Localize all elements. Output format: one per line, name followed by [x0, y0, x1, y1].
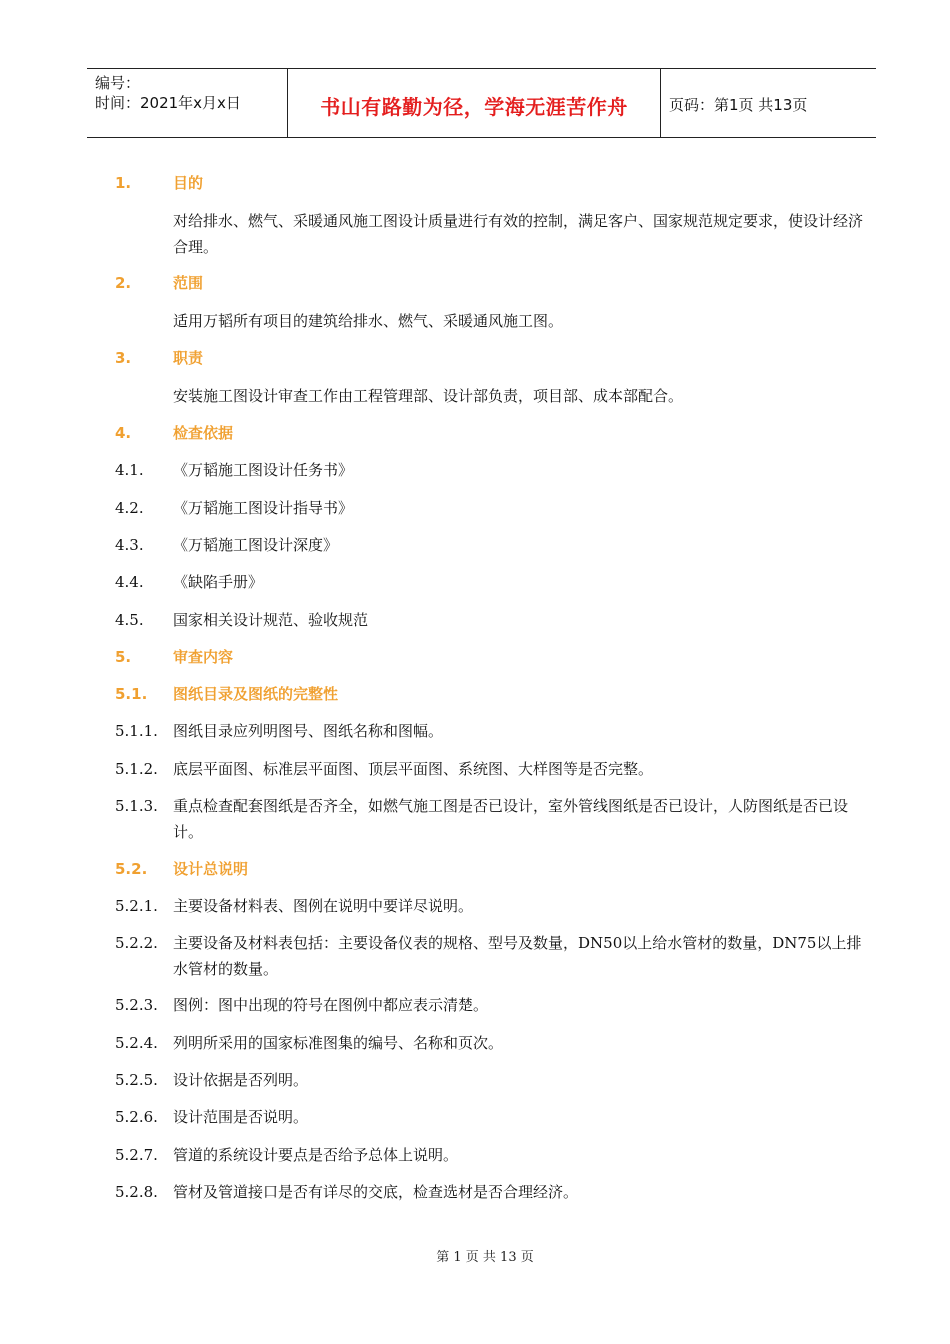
item-number: 5.2.2.	[115, 934, 158, 952]
item-text: 《万韬施工图设计深度》	[173, 536, 339, 554]
item-number: 5.2.6.	[115, 1108, 158, 1126]
section-number: 5.	[115, 648, 132, 666]
item-text: 管材及管道接口是否有详尽的交底，检查选材是否合理经济。	[173, 1183, 579, 1201]
item-number: 4.2.	[115, 499, 144, 517]
item-number: 5.2.8.	[115, 1183, 158, 1201]
section-number: 1.	[115, 174, 132, 192]
header-page-info: 页码：第1页 共13页	[669, 96, 808, 114]
header-divider	[660, 69, 661, 137]
section-number: 2.	[115, 274, 132, 292]
section-paragraph: 安装施工图设计审查工作由工程管理部、设计部负责，项目部、成本部配合。	[173, 387, 684, 405]
subsection-title: 设计总说明	[173, 860, 249, 878]
item-number: 4.1.	[115, 461, 144, 479]
item-text: 图例：图中出现的符号在图例中都应表示清楚。	[173, 996, 489, 1014]
section-title: 范围	[173, 274, 204, 292]
item-number: 5.1.1.	[115, 722, 158, 740]
item-text: 列明所采用的国家标准图集的编号、名称和页次。	[173, 1034, 504, 1052]
item-text: 图纸目录应列明图号、图纸名称和图幅。	[173, 722, 444, 740]
section-title: 职责	[173, 349, 204, 367]
item-text: 设计依据是否列明。	[173, 1071, 309, 1089]
item-number: 5.2.4.	[115, 1034, 158, 1052]
time-label: 时间：2021年x月x日	[95, 94, 241, 112]
page-header	[87, 68, 876, 138]
item-text: 国家相关设计规范、验收规范	[173, 611, 369, 629]
subsection-title: 图纸目录及图纸的完整性	[173, 685, 339, 703]
header-meta	[95, 73, 241, 113]
section-title: 目的	[173, 174, 204, 192]
section-number: 4.	[115, 424, 132, 442]
section-title: 审查内容	[173, 648, 234, 666]
number-label: 编号：	[95, 74, 141, 92]
item-text: 《万韬施工图设计任务书》	[173, 461, 354, 479]
item-text: 《万韬施工图设计指导书》	[173, 499, 354, 517]
section-number: 3.	[115, 349, 132, 367]
subsection-number: 5.2.	[115, 860, 148, 878]
item-text: 主要设备及材料表包括：主要设备仪表的规格、型号及数量，DN50以上给水管材的数量，DN75以上排水管材的数量。	[173, 934, 862, 978]
header-motto: 书山有路勤为径，学海无涯苦作舟	[320, 95, 628, 119]
section-paragraph: 对给排水、燃气、采暖通风施工图设计质量进行有效的控制，满足客户、国家规范规定要求，使设计经济合理。	[173, 212, 864, 256]
item-text: 底层平面图、标准层平面图、顶层平面图、系统图、大样图等是否完整。	[173, 760, 654, 778]
subsection-number: 5.1.	[115, 685, 148, 703]
item-number: 4.3.	[115, 536, 144, 554]
item-text: 管道的系统设计要点是否给予总体上说明。	[173, 1146, 459, 1164]
item-number: 5.2.7.	[115, 1146, 158, 1164]
item-number: 4.4.	[115, 573, 144, 591]
item-text: 主要设备材料表、图例在说明中要详尽说明。	[173, 897, 474, 915]
page-footer: 第 1 页 共 13 页	[436, 1250, 534, 1265]
item-number: 5.1.3.	[115, 797, 158, 815]
item-number: 5.2.3.	[115, 996, 158, 1014]
item-text: 设计范围是否说明。	[173, 1108, 309, 1126]
item-number: 4.5.	[115, 611, 144, 629]
item-text: 《缺陷手册》	[173, 573, 264, 591]
item-number: 5.2.5.	[115, 1071, 158, 1089]
item-number: 5.1.2.	[115, 760, 158, 778]
item-text: 重点检查配套图纸是否齐全，如燃气施工图是否已设计，室外管线图纸是否已设计，人防图纸是否已设计。	[173, 797, 849, 841]
section-title: 检查依据	[173, 424, 234, 442]
item-number: 5.2.1.	[115, 897, 158, 915]
section-paragraph: 适用万韬所有项目的建筑给排水、燃气、采暖通风施工图。	[173, 312, 564, 330]
